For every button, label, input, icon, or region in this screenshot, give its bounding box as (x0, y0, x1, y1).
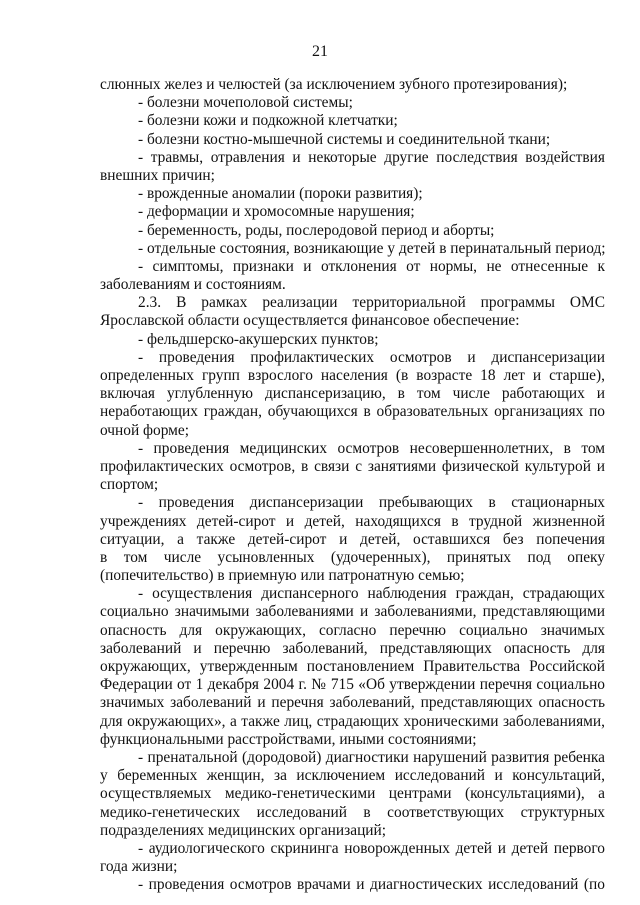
text-line: 2.3. В рамках реализации территориальной программы ОМС (138, 294, 605, 312)
text-line: - болезни мочеполовой системы; (138, 94, 353, 112)
text-line: социально значимыми заболеваниями и заболеваниями, представляющими (100, 603, 605, 621)
text-line: (попечительство) в приемную или патронатную семью; (100, 567, 465, 585)
text-line: ситуации, а также детей-сирот и детей, оставшихся без попечения (100, 530, 605, 548)
text-line: для окружающих», а также лиц, страдающих хроническими заболеваниями, (100, 712, 605, 730)
text-line: года жизни; (100, 858, 178, 876)
text-line: заболеваниям и состояниям. (100, 276, 286, 294)
text-line: учреждениях детей-сирот и детей, находящихся в трудной жизненной (100, 512, 605, 530)
text-line: - пренатальной (дородовой) диагностики нарушений развития ребенка (138, 748, 605, 766)
text-line: очной форме; (100, 421, 190, 439)
text-line: включая углубленную диспансеризацию, в том числе работающих и (100, 385, 605, 403)
text-line: - проведения диспансеризации пребывающих в стационарных (138, 494, 605, 512)
text-line: спортом; (100, 476, 159, 494)
text-line: подразделениях медицинских организаций; (100, 821, 387, 839)
text-line: неработающих граждан, обучающихся в образовательных организациях по (100, 403, 605, 421)
text-line: - болезни костно-мышечной системы и соединительной ткани; (138, 130, 551, 148)
text-line: - осуществления диспансерного наблюдения граждан, страдающих (138, 585, 605, 603)
text-line: медико-генетических исследований в соответствующих структурных (100, 803, 605, 821)
text-line: - проведения медицинских осмотров несовершеннолетних, в том (138, 439, 605, 457)
text-line: - травмы, отравления и некоторые другие последствия воздействия (138, 148, 605, 166)
text-line: Ярославской области осуществляется финансовое обеспечение: (100, 312, 520, 330)
text-line: определенных групп взрослого населения (в возрасте 18 лет и старше), (100, 367, 605, 384)
text-line: внешних причин; (100, 166, 215, 184)
text-line: у беременных женщин, за исключением исследований и консультаций, (100, 767, 605, 785)
text-line: - беременность, роды, послеродовой период и аборты; (138, 221, 495, 239)
text-line: - проведения профилактических осмотров и диспансеризации (138, 348, 605, 366)
text-line: - симптомы, признаки и отклонения от нормы, не отнесенные к (138, 257, 605, 275)
text-line: заболеваний и перечню заболеваний, представляющих опасность для (100, 639, 605, 657)
text-line: в том числе усыновленных (удочеренных), принятых под опеку (100, 548, 605, 566)
text-line: - проведения осмотров врачами и диагностических исследований (по (138, 876, 605, 894)
document-body (100, 76, 605, 894)
text-line: - деформации и хромосомные нарушения; (138, 203, 415, 221)
text-line: - фельдшерско-акушерских пунктов; (138, 330, 379, 348)
text-line: окружающих, утвержденным постановлением Правительства Российской (100, 658, 605, 675)
text-line: значимых заболеваний и перечня заболеваний, представляющих опасность (100, 694, 605, 712)
text-line: - аудиологического скрининга новорожденных детей и детей первого (138, 839, 605, 857)
text-line: - врожденные аномалии (пороки развития); (138, 185, 423, 203)
text-line: - отдельные состояния, возникающие у детей в перинатальный период; (138, 239, 606, 257)
text-line: осуществляемых медико-генетическими центрами (консультациями), а (100, 785, 605, 803)
text-line: - болезни кожи и подкожной клетчатки; (138, 112, 398, 130)
text-line: Федерации от 1 декабря 2004 г. № 715 «Об утверждении перечня социально (100, 676, 605, 694)
text-line: функциональными расстройствами, иными состояниями; (100, 730, 477, 748)
text-line: профилактических осмотров, в связи с занятиями физической культурой и (100, 457, 605, 475)
page-number: 21 (312, 43, 328, 60)
text-line: слюнных желез и челюстей (за исключением зубного протезирования); (100, 76, 568, 93)
text-line: опасность для окружающих, согласно перечню социально значимых (100, 621, 605, 639)
